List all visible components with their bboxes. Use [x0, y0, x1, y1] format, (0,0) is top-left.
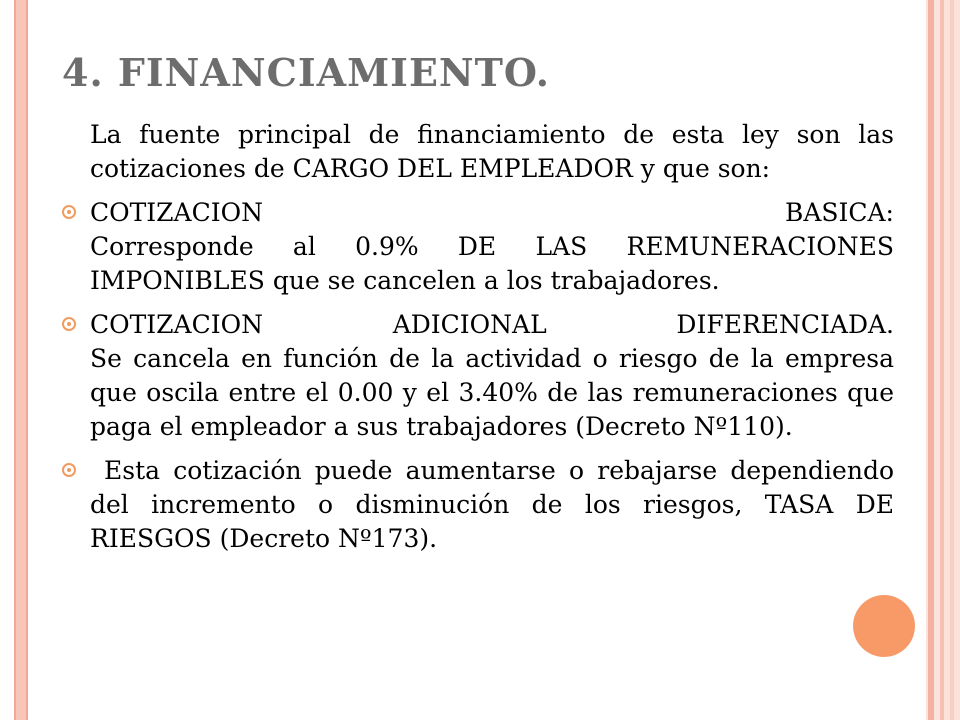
right-stripe — [928, 0, 934, 720]
right-stripe — [940, 0, 944, 720]
bullet-text: Corresponde al 0.9% DE LAS REMUNERACIONES IMPONIBLES que se cancelen a los trabajadores. — [90, 232, 894, 295]
bullet-item — [62, 454, 894, 556]
ring-bullet-icon — [62, 205, 76, 219]
ring-bullet-icon — [62, 463, 76, 477]
bullet-text: Se cancela en función de la actividad o riesgo de la empresa que oscila entre el 0.00 y el 3.40% de las remuneraciones que paga el empleador a sus trabajadores (Decreto Nº110). — [90, 344, 894, 441]
bullet-item — [62, 196, 894, 298]
right-border — [926, 0, 960, 720]
bullet-item — [62, 308, 894, 444]
left-border-line — [14, 0, 28, 720]
bullet-heading: COTIZACION ADICIONAL DIFERENCIADA. — [90, 310, 894, 339]
slide-content — [62, 118, 894, 566]
slide-title: 4. FINANCIAMIENTO. — [62, 50, 551, 95]
bullet-text: Esta cotización puede aumentarse o rebajarse dependiendo del incremento o disminución de los riesgos, TASA DE RIESGOS (Decreto Nº173). — [90, 456, 894, 553]
ring-bullet-icon — [62, 317, 76, 331]
bullet-heading: COTIZACION BASICA: — [90, 198, 894, 227]
left-border — [0, 0, 38, 720]
orange-circle-decoration — [853, 595, 915, 657]
right-stripe — [950, 0, 954, 720]
intro-paragraph: La fuente principal de financiamiento de esta ley son las cotizaciones de CARGO DEL EMPLEADOR y que son: — [90, 120, 894, 183]
